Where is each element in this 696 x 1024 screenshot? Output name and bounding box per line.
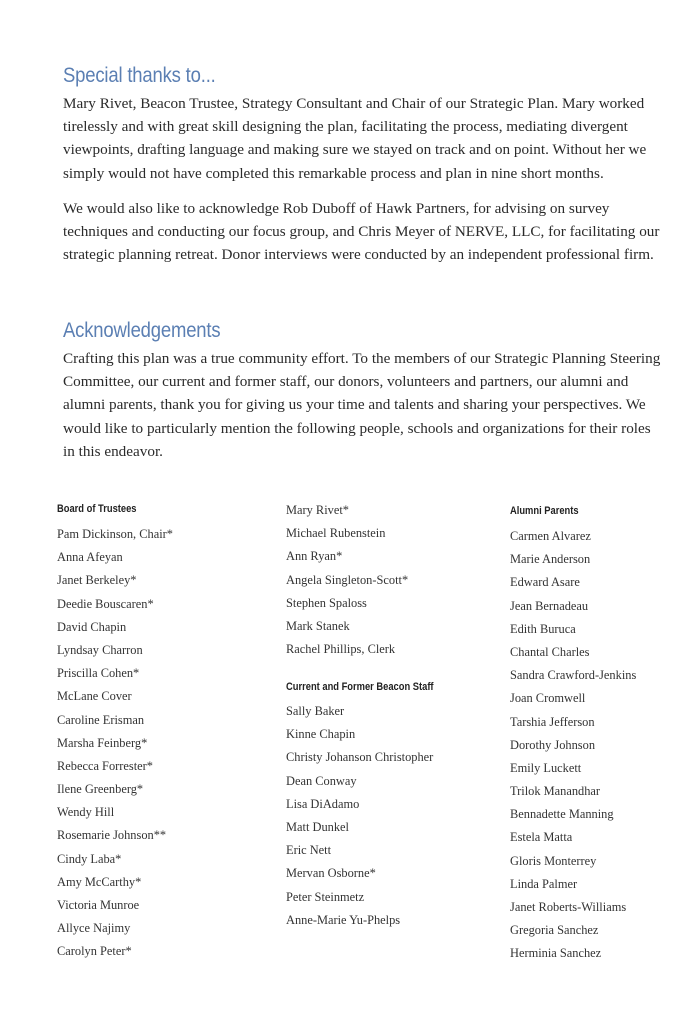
name-list-item: Peter Steinmetz [286, 889, 365, 904]
name-list-item: Chantal Charles [510, 644, 590, 659]
name-list-item: Mervan Osborne* [286, 866, 376, 881]
name-list-item: Edith Buruca [510, 621, 576, 636]
name-list-item: Anna Afeyan [57, 550, 123, 565]
name-list-item: Sandra Crawford-Jenkins [510, 668, 637, 683]
name-list-item: Joan Cromwell [510, 691, 586, 706]
name-list-item: Christy Johanson Christopher [286, 750, 434, 765]
special-thanks-heading: Special thanks to... [63, 64, 216, 87]
name-list-item: Bennadette Manning [510, 807, 614, 822]
name-list-item: Dean Conway [286, 773, 357, 788]
board-of-trustees-list-continued [286, 499, 408, 661]
name-list-item: Lyndsay Charron [57, 642, 143, 657]
name-list-item: Herminia Sanchez [510, 946, 602, 961]
name-list-item: Janet Berkeley* [57, 573, 137, 588]
board-of-trustees-list [57, 523, 173, 964]
special-thanks-paragraph-1: Mary Rivet, Beacon Trustee, Strategy Consultant and Chair of our Strategic Plan. Mary worked tirelessly and with great skill designing the plan, facilitating the process, mediating divergent viewpoints, drafting language and making sure we stayed on track and on point. Without her we simply would not have completed this remarkable process and plan in nine short months. [63, 95, 647, 182]
name-list-item: David Chapin [57, 619, 127, 634]
name-list-item: Rosemarie Johnson** [57, 828, 167, 843]
name-list-item: Kinne Chapin [286, 727, 356, 742]
name-list-item: Gloris Monterrey [510, 853, 597, 868]
name-list-item: Angela Singleton-Scott* [286, 572, 409, 587]
name-list-item: Carolyn Peter* [57, 944, 132, 959]
name-list-item: Stephen Spaloss [286, 595, 367, 610]
name-list-item: Anne-Marie Yu-Phelps [286, 912, 401, 927]
acknowledgements-paragraph: Crafting this plan was a true community effort. To the members of our Strategic Planning Steering Committee, our current and former staff, our donors, volunteers and partners, our alumni and alumni parents, thank you for giving us your time and talents and sharing your perspectives. We would like to particularly mention the following people, schools and organizations for their roles in this endeavor. [63, 350, 661, 460]
name-list-item: Priscilla Cohen* [57, 666, 140, 681]
name-list-item: Jean Bernadeau [510, 598, 589, 613]
name-list-item: Wendy Hill [57, 805, 115, 820]
name-list-item: Lisa DiAdamo [286, 796, 360, 811]
name-list-item: Victoria Munroe [57, 898, 140, 912]
name-list-item: Janet Roberts-Williams [510, 900, 627, 914]
name-list-item: Pam Dickinson, Chair* [57, 527, 173, 541]
name-list-item: Caroline Erisman [57, 712, 145, 727]
name-list-item: Rachel Phillips, Clerk [286, 642, 396, 657]
board-of-trustees-heading: Board of Trustees [57, 503, 137, 515]
name-list-item: Estela Matta [510, 830, 573, 845]
staff-list [286, 700, 433, 932]
alumni-parents-heading: Alumni Parents [510, 505, 579, 517]
name-list-item: Emily Luckett [510, 760, 582, 775]
name-list-item: Tarshia Jefferson [510, 714, 595, 729]
name-list-item: Matt Dunkel [286, 819, 349, 834]
name-list-item: Edward Asare [510, 575, 580, 590]
name-list-item: Amy McCarthy* [57, 874, 142, 889]
name-list-item: Trilok Manandhar [510, 784, 601, 799]
name-list-item: Michael Rubenstein [286, 526, 386, 541]
name-list-item: Ann Ryan* [286, 549, 343, 564]
name-list-item: Allyce Najimy [57, 921, 131, 936]
name-list-item: Marie Anderson [510, 552, 591, 567]
name-list-item: McLane Cover [57, 689, 132, 704]
name-list-item: Mary Rivet* [286, 503, 349, 517]
name-list-item: Sally Baker [286, 704, 345, 718]
name-list-item: Carmen Alvarez [510, 529, 591, 543]
name-list-item: Linda Palmer [510, 876, 578, 891]
name-list-item: Deedie Bouscaren* [57, 596, 154, 611]
special-thanks-paragraph-2: We would also like to acknowledge Rob Duboff of Hawk Partners, for advising on survey techniques and conducting our focus group, and Chris Meyer of NERVE, LLC, for facilitating our strategic planning retreat. Donor interviews were conducted by an independent professional firm. [63, 200, 660, 264]
name-list-item: Dorothy Johnson [510, 737, 596, 752]
name-list-item: Gregoria Sanchez [510, 923, 599, 938]
name-list-item: Ilene Greenberg* [57, 782, 144, 797]
alumni-parents-list [510, 525, 636, 966]
name-list-item: Eric Nett [286, 843, 332, 858]
name-list-item: Mark Stanek [286, 618, 350, 633]
name-list-item: Cindy Laba* [57, 851, 122, 866]
acknowledgements-heading: Acknowledgements [63, 319, 221, 342]
name-list-item: Rebecca Forrester* [57, 758, 153, 773]
name-list-item: Marsha Feinberg* [57, 735, 148, 750]
staff-heading: Current and Former Beacon Staff [286, 681, 434, 693]
